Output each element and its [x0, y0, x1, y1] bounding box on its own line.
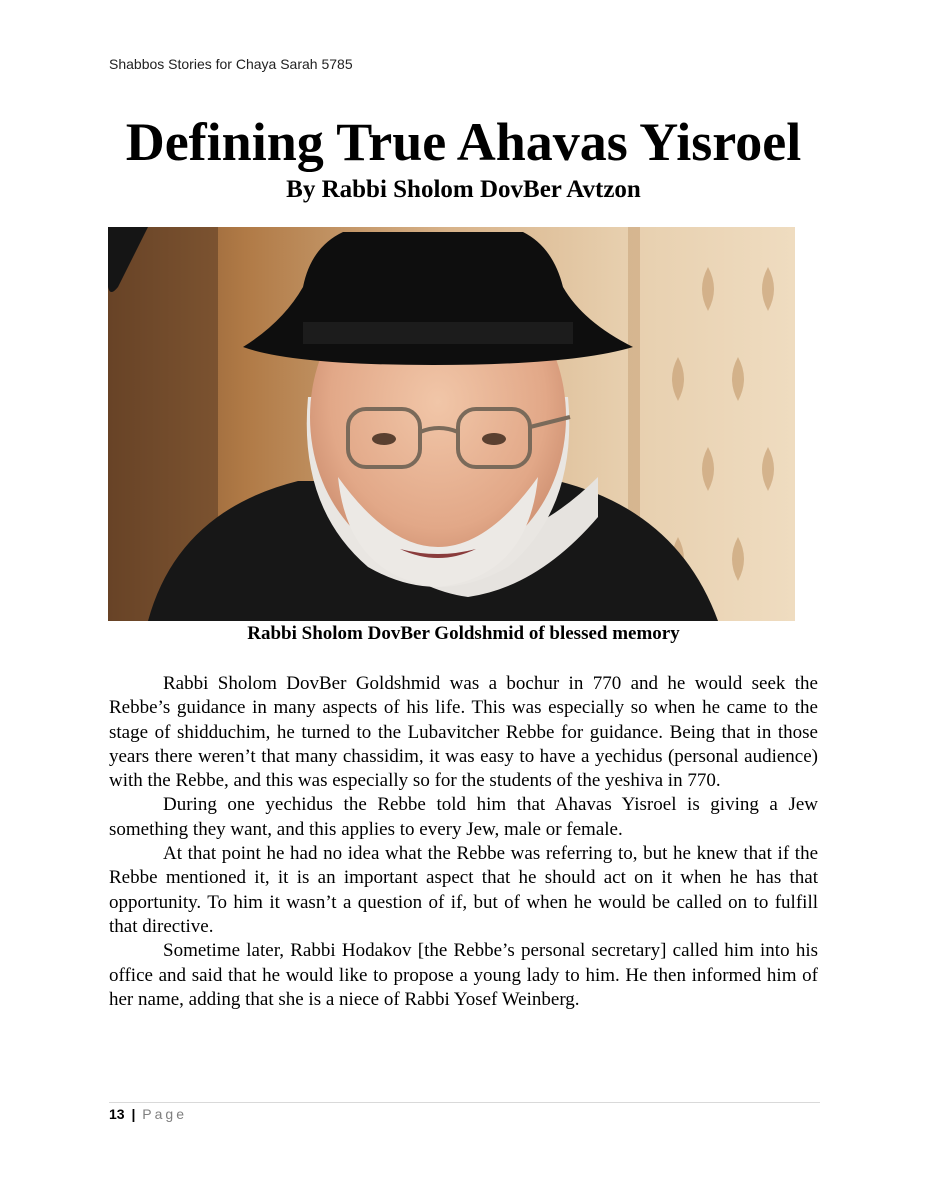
running-header: Shabbos Stories for Chaya Sarah 5785 [109, 56, 353, 72]
body-paragraph: Sometime later, Rabbi Hodakov [the Rebbe’s personal secretary] called him into his office and said that he would like to propose a young lady to him. He then informed him of her name, adding that she is a niece of Rabbi Yosef Weinberg. [109, 940, 818, 1010]
body-paragraph: During one yechidus the Rebbe told him that Ahavas Yisroel is giving a Jew something they want, and this applies to every Jew, male or female. [109, 794, 818, 840]
footer-separator: | [131, 1106, 136, 1122]
page-footer [109, 1106, 187, 1122]
article-title: Defining True Ahavas Yisroel [125, 112, 802, 172]
footer-divider [109, 1102, 820, 1103]
page-number: 13 [109, 1106, 125, 1122]
page-label: Page [142, 1106, 187, 1122]
body-paragraph: At that point he had no idea what the Rebbe was referring to, but he knew that if the Rebbe mentioned it, it is an important aspect that he should act on it when he has that opportunity. To him it wasn’t a question of if, but of when he would be called on to fulfill that directive. [109, 843, 818, 937]
article-body [109, 672, 818, 1012]
article-byline: By Rabbi Sholom DovBer Avtzon [286, 176, 641, 203]
body-paragraph: Rabbi Sholom DovBer Goldshmid was a bochur in 770 and he would seek the Rebbe’s guidance in many aspects of his life. This was especially so when he came to the stage of shidduchim, he turned to the Lubavitcher Rebbe for guidance. Being that in those years there weren’t that many chassidim, it was easy to have a yechidus (personal audience) with the Rebbe, and this was especially so for the students of the yeshiva in 770. [109, 673, 818, 792]
portrait-illustration [108, 227, 795, 621]
portrait-photo [108, 227, 795, 621]
photo-caption: Rabbi Sholom DovBer Goldshmid of blessed memory [247, 623, 680, 644]
